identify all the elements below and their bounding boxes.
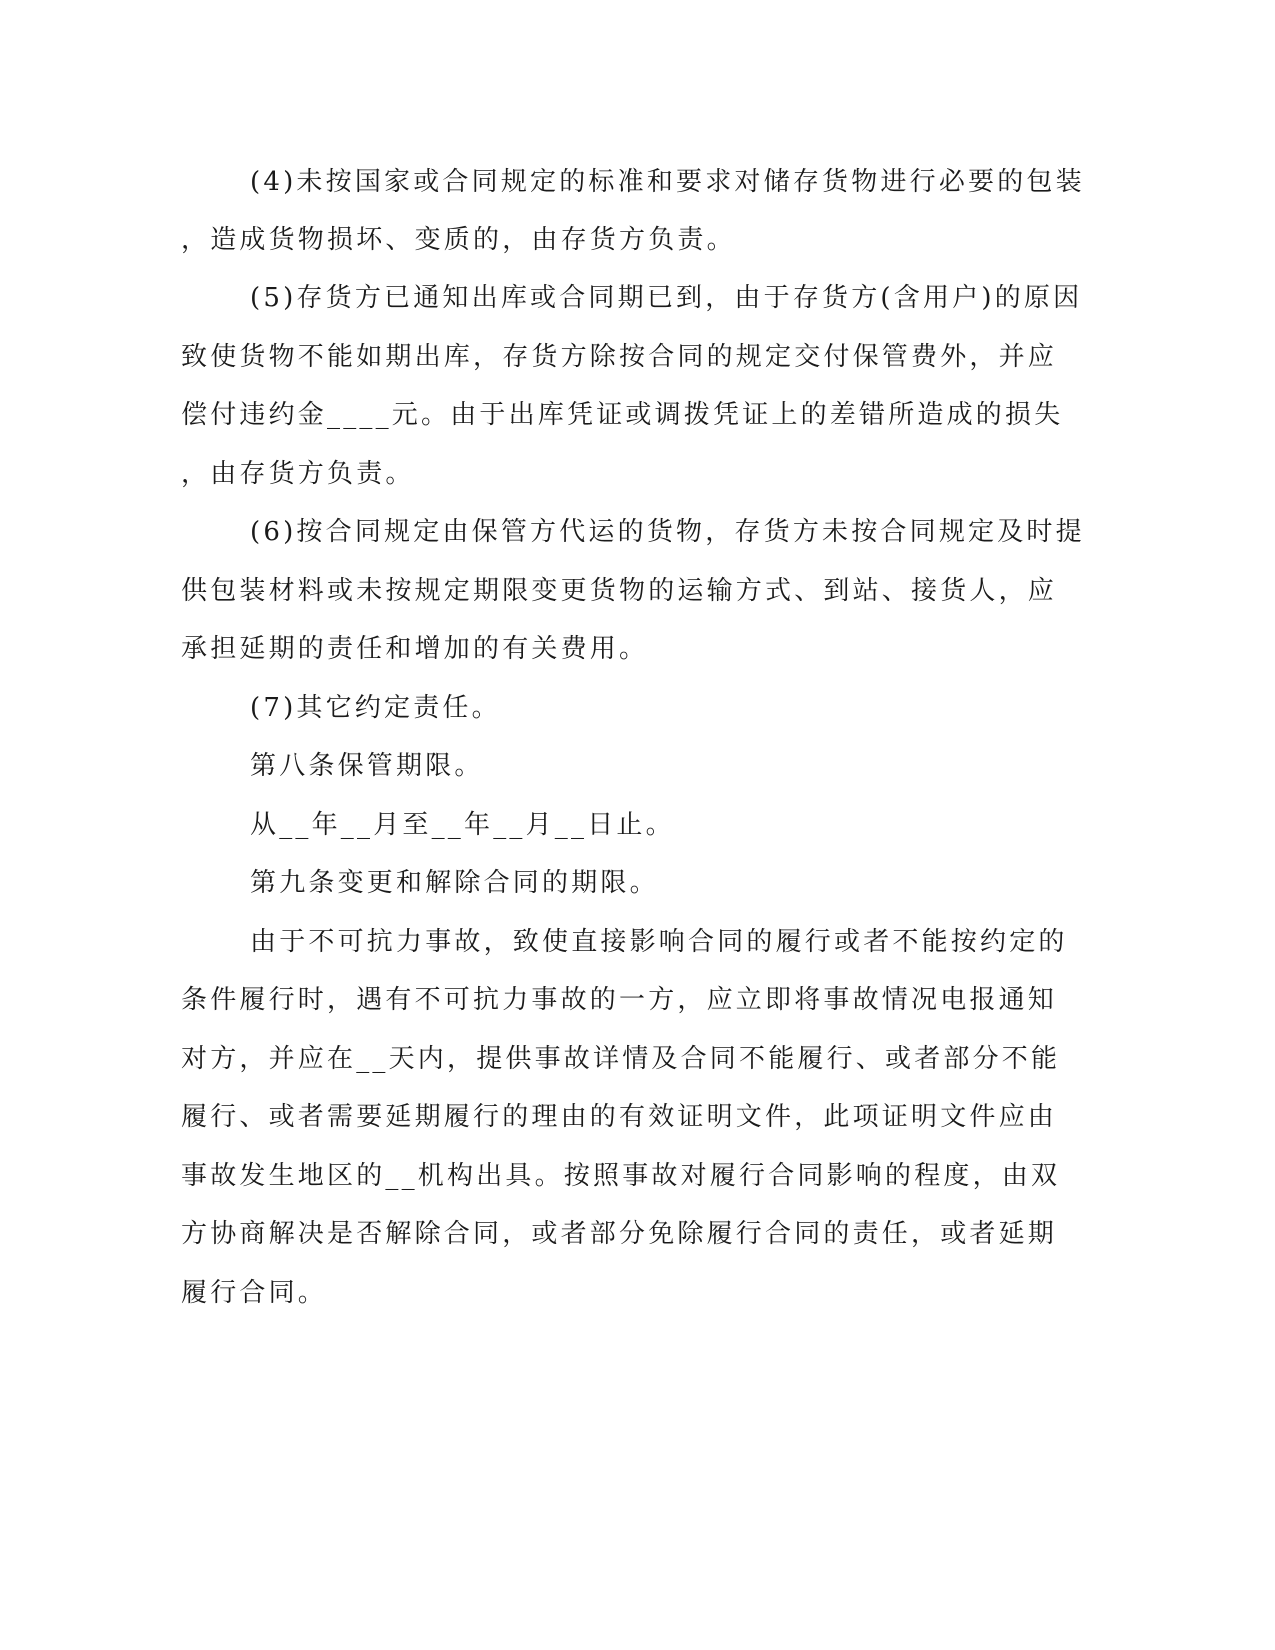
article-9-line-4: 履行、或者需要延期履行的理由的有效证明文件，此项证明文件应由 xyxy=(181,1102,1058,1132)
clause-5-line-3: 偿付违约金____元。由于出库凭证或调拨凭证上的差错所造成的损失 xyxy=(181,400,1064,430)
clause-5-line-1: (5)存货方已通知出库或合同期已到，由于存货方(含用户)的原因 xyxy=(250,283,1083,313)
article-8-period-line: 从__年__月至__年__月__日止。 xyxy=(250,810,675,840)
clause-6-line-1: (6)按合同规定由保管方代运的货物，存货方未按合同规定及时提 xyxy=(250,517,1085,547)
article-9-line-3: 对方，并应在__天内，提供事故详情及合同不能履行、或者部分不能 xyxy=(181,1044,1061,1074)
clause-7-line: (7)其它约定责任。 xyxy=(250,693,501,723)
clause-5-line-4: ，由存货方负责。 xyxy=(181,459,415,489)
clause-5-line-2: 致使货物不能如期出库，存货方除按合同的规定交付保管费外，并应 xyxy=(181,342,1058,372)
article-9-line-5: 事故发生地区的__机构出具。按照事故对履行合同影响的程度，由双 xyxy=(181,1161,1061,1191)
clause-6-line-3: 承担延期的责任和增加的有关费用。 xyxy=(181,634,649,664)
article-9-line-2: 条件履行时，遇有不可抗力事故的一方，应立即将事故情况电报通知 xyxy=(181,985,1058,1015)
article-9-line-1: 由于不可抗力事故，致使直接影响合同的履行或者不能按约定的 xyxy=(250,927,1068,957)
article-9-line-7: 履行合同。 xyxy=(181,1278,328,1308)
article-9-heading: 第九条变更和解除合同的期限。 xyxy=(250,868,659,898)
clause-6-line-2: 供包装材料或未按规定期限变更货物的运输方式、到站、接货人，应 xyxy=(181,576,1058,606)
article-9-line-6: 方协商解决是否解除合同，或者部分免除履行合同的责任，或者延期 xyxy=(181,1219,1058,1249)
article-8-heading: 第八条保管期限。 xyxy=(250,751,484,781)
clause-4-line-2: ，造成货物损坏、变质的，由存货方负责。 xyxy=(181,225,736,255)
clause-4-line-1: (4)未按国家或合同规定的标准和要求对储存货物进行必要的包装 xyxy=(250,167,1085,197)
